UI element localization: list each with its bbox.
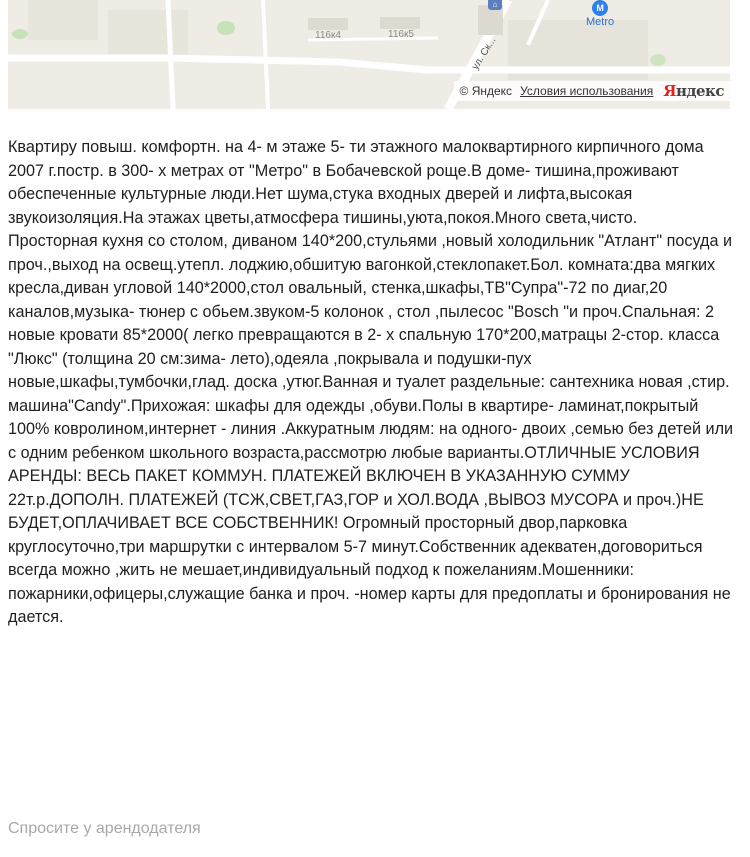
listing-description: Квартиру повыш. комфортн. на 4- м этаже 5- ти этажного малоквартирного кирпичного дома 2007 г.постр. в 300- х метрах от "Метро" в Бобачевской роще.В доме- тишина,проживают обеспеченные культурные люди.Нет шума,стука входных дверей и лифта,высокая звукоизоляция.На этажах цветы,атмосфера тишины,уюта,покоя.Много света,чисто. Просторная кухня со столом, диваном 140*200,стульями ,новый холодильник "Атлант" посуда и проч.,выход на освещ.утепл. лоджию,обшитую вагонкой,стеклопакет.Бол. комната:два мягких кресла,диван угловой 140*2000,стол овальный, стенка,шкафы,ТВ"Супра"-72 по диаг,20 каналов,музыка- тюнер с обьем.звуком-5 колонок , стол ,пылесос "Bosch "и проч.Спальная: 2 новые кровати 85*2000( легко превращаются в 2- х спальную 170*200,матрацы 2-стор. класса "Люкс" (толщина 20 см:зима- лето),одеяла ,покрывала и подушки-пух новые,шкафы,тумбочки,глад. доска ,утюг.Ванная и туалет раздельные: сантехника новая ,стир. машина"Candy".Прихожая: шкафы для одежды ,обуви.Полы в квартире- ламинат,покрытый 100% ковролином,интернет - линия .Аккуратным людям: на одного- двоих ,семью без детей или с одним ребенком школьного возраста,рассмотрю любые варианты.ОТЛИЧНЫЕ УСЛОВИЯ АРЕНДЫ: ВЕСЬ ПАКЕТ КОММУН. ПЛАТЕЖЕЙ ВКЛЮЧЕН В УКАЗАННУЮ СУММУ 22т.р.ДОПОЛН. ПЛАТЕЖЕЙ (ТСЖ,СВЕТ,ГАЗ,ГОР и ХОЛ.ВОДА ,ВЫВОЗ МУСОРА и проч.)НЕ БУДЕТ,ОПЛАЧИВАЕТ ВСЕ СОБСТВЕННИК! Огромный просторный двор,парковка круглосуточно,три маршрутки с интервалом 5-7 минут.Собственник адекватен,договориться всегда можно ,жить не мешает,индивидуальный подход к пожеланиям.Мошенники: пожарники,офицеры,служащие банка и проч. -номер карты для предоплаты и бронирования не дается.: [8, 138, 734, 626]
ask-owner-link[interactable]: Спросите у арендодателя: [8, 820, 201, 837]
map-label-building-116k4: 116к4: [315, 30, 341, 41]
map-label-street: ул. Ск...: [470, 35, 499, 72]
map-metro-marker[interactable]: [586, 0, 614, 28]
yandex-logo[interactable]: Яндекс: [663, 82, 724, 100]
map-terms-link[interactable]: Условия использования: [520, 84, 654, 98]
map-widget[interactable]: [8, 0, 730, 109]
map-label-building-116k5: 116к5: [388, 29, 414, 40]
map-copyright-bar: [454, 81, 730, 101]
metro-station-name: Metro: [586, 16, 615, 28]
map-copyright-text: © Яндекс: [459, 84, 513, 98]
metro-icon: M: [592, 0, 608, 16]
map-building-icon: ⌂: [488, 0, 502, 10]
